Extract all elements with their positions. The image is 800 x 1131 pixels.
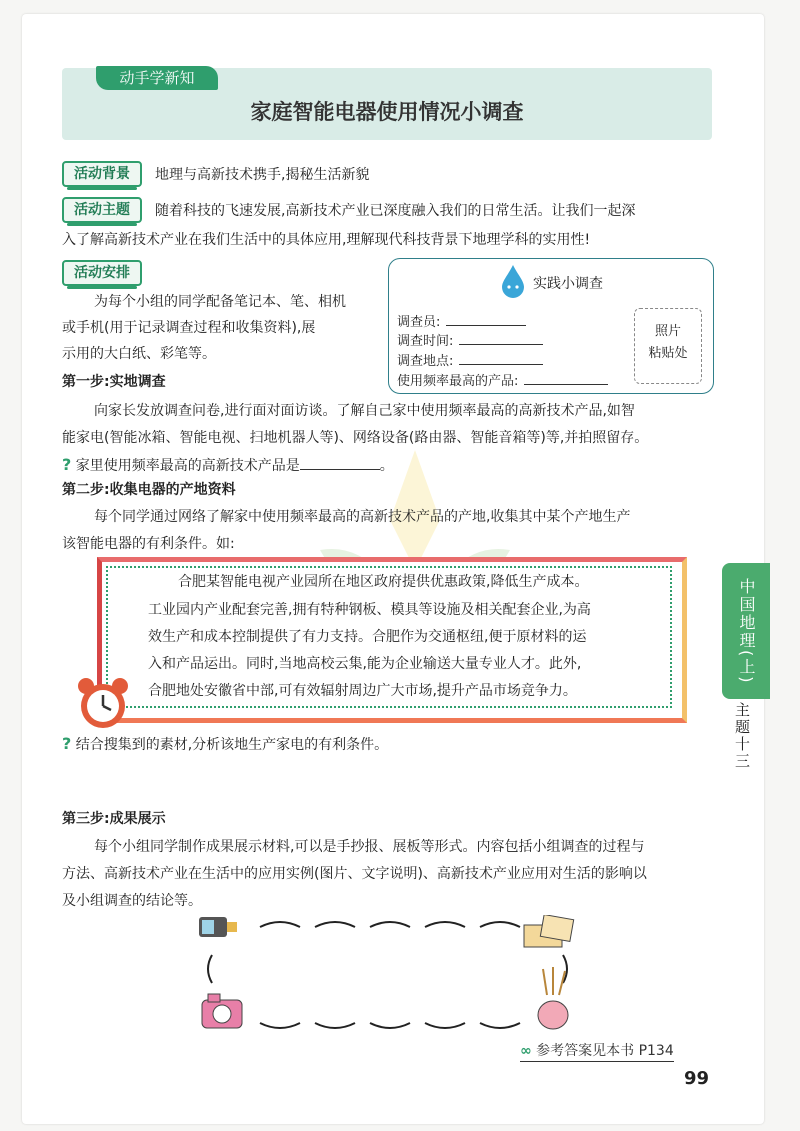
link-icon: ∞ — [520, 1043, 532, 1059]
field-surveyor[interactable]: 调查员: — [397, 311, 526, 330]
material-line-2: 工业园内产业配套完善,拥有特种钢板、模具等设施及相关配套企业,为高 — [148, 602, 591, 618]
alarm-clock-icon — [74, 676, 132, 732]
step2-line-1: 每个同学通过网络了解家中使用频率最高的高新技术产品的产地,收集其中某个产地生产 — [94, 509, 631, 525]
material-line-1: 合肥某智能电视产业园所在地区政府提供优惠政策,降低生产成本。 — [178, 574, 589, 590]
step3-heading: 第三步:成果展示 — [62, 811, 166, 827]
material-line-5: 合肥地处安徽省中部,可有效辐射周边广大市场,提升产品市场竞争力。 — [148, 683, 577, 699]
theme-line-2: 入了解高新技术产业在我们生活中的具体应用,理解现代科技背景下地理学科的实用性! — [62, 232, 591, 248]
side-tab-book: 中国地理(上) — [737, 577, 756, 685]
step2-line-2: 该智能电器的有利条件。如: — [62, 536, 235, 552]
step1-question: ? 家里使用频率最高的高新技术产品是 。 — [62, 455, 394, 474]
background-tag: 活动背景 — [62, 161, 142, 187]
step1-line-1: 向家长发放调查问卷,进行面对面访谈。了解自己家中使用频率最高的高新技术产品,如智 — [94, 403, 635, 419]
question-mark-icon: ? — [62, 734, 72, 753]
field-survey-location[interactable]: 调查地点: — [397, 350, 543, 369]
theme-line-1: 随着科技的飞速发展,高新技术产业已深度融入我们的日常生活。让我们一起深 — [155, 203, 636, 219]
arrangement-line-1: 为每个小组的同学配备笔记本、笔、相机 — [94, 294, 346, 310]
question-mark-icon: ? — [62, 455, 72, 474]
field-top-product[interactable]: 使用频率最高的产品: — [397, 370, 608, 389]
page-number: 99 — [684, 1068, 710, 1089]
battery-icon — [198, 915, 240, 939]
arrangement-tag: 活动安排 — [62, 260, 142, 286]
camera-icon — [200, 990, 246, 1030]
step1-answer-blank[interactable] — [300, 455, 380, 470]
material-line-3: 效生产和成本控制提供了有力支持。合肥作为交通枢纽,便于原材料的运 — [148, 629, 587, 645]
answer-reference: ∞ 参考答案见本书 P134 — [520, 1040, 674, 1062]
theme-tag: 活动主题 — [62, 197, 142, 223]
showcase-doodle-frame — [200, 915, 575, 1035]
field-survey-time[interactable]: 调查时间: — [397, 330, 543, 349]
photo-label-2: 粘贴处 — [648, 346, 688, 361]
arrangement-line-2: 或手机(用于记录调查过程和收集资料),展 — [62, 320, 316, 336]
step2-heading: 第二步:收集电器的产地资料 — [62, 482, 236, 498]
photo-paste-area — [634, 308, 702, 384]
material-line-4: 入和产品运出。同时,当地高校云集,能为企业输送大量专业人才。此外, — [148, 656, 582, 672]
step3-line-2: 方法、高新技术产业在生活中的应用实例(图片、文字说明)、高新技术产业应用对生活的影响以 — [62, 866, 647, 882]
side-tab-topic: 主题十三 — [733, 702, 751, 770]
background-text: 地理与高新技术携手,揭秘生活新貌 — [155, 167, 370, 183]
step3-line-1: 每个小组同学制作成果展示材料,可以是手抄报、展板等形式。内容包括小组调查的过程与 — [94, 839, 645, 855]
perfume-bottle-icon — [535, 965, 571, 1031]
gift-box-icon — [522, 915, 576, 949]
step2-question: ? 结合搜集到的素材,分析该地生产家电的有利条件。 — [62, 734, 389, 753]
photo-label-1: 照片 — [654, 324, 681, 339]
arrangement-line-3: 示用的大白纸、彩笔等。 — [62, 346, 216, 362]
step3-line-3: 及小组调查的结论等。 — [62, 893, 202, 909]
section-tag: 动手学新知 — [96, 66, 218, 90]
chapter-side-tab — [722, 563, 770, 699]
step1-heading: 第一步:实地调查 — [62, 374, 166, 390]
survey-card-title: 实践小调查 — [533, 276, 603, 292]
step1-line-2: 能家电(智能冰箱、智能电视、扫地机器人等)、网络设备(路由器、智能音箱等)等,并拍照留存。 — [62, 430, 649, 446]
page-title: 家庭智能电器使用情况小调查 — [250, 100, 524, 124]
water-drop-icon — [498, 263, 528, 299]
